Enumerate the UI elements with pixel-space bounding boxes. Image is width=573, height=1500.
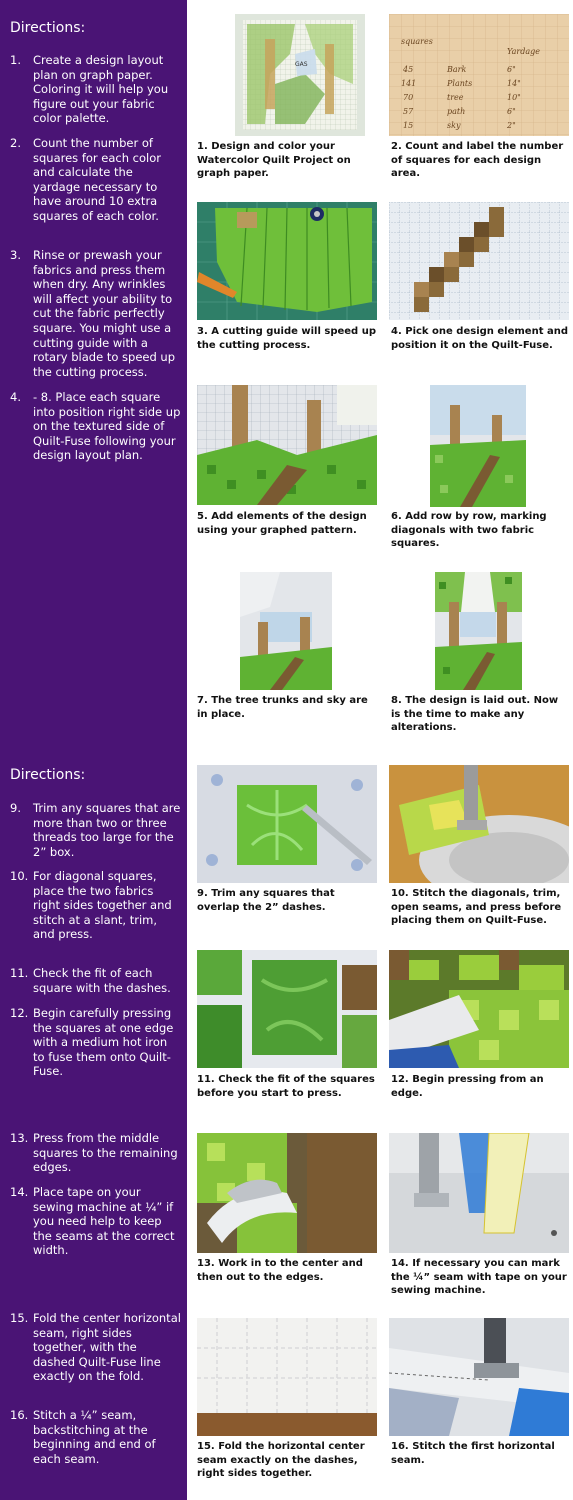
caption-10: 10. Stitch the diagonals, trim, open seams, and press before placing them on Quilt-Fuse. xyxy=(391,888,562,926)
caption-4: 4. Pick one design element and position it on the Quilt-Fuse. xyxy=(391,326,568,351)
caption-12: 12. Begin pressing from an edge. xyxy=(391,1074,544,1099)
step-text: Create a design layout plan on graph paper. Coloring it will help you figure out your fabric color palette. xyxy=(33,53,169,126)
photo-first-design-element xyxy=(389,202,569,320)
photo-stitch-diagonals xyxy=(389,765,569,883)
step-text: Trim any squares that are more than two or three threads too large for the 2” box. xyxy=(33,801,181,859)
step-number: 12. xyxy=(10,1006,29,1020)
step-text: Press from the middle squares to the remaining edges. xyxy=(33,1131,178,1175)
caption-1: 1. Design and color your Watercolor Quilt Project on graph paper. xyxy=(197,141,351,179)
yardage-name: sky xyxy=(447,121,461,130)
caption-3: 3. A cutting guide will speed up the cutting process. xyxy=(197,326,376,351)
yardage-name: path xyxy=(447,107,466,116)
direction-step-1 xyxy=(10,53,182,126)
caption-8: 8. The design is laid out. Now is the time to make any alterations. xyxy=(391,695,559,733)
directions-heading-2: Directions: xyxy=(10,767,86,783)
yardage-yards: 10" xyxy=(507,93,521,102)
yardage-count: 141 xyxy=(401,79,417,88)
direction-step-14 xyxy=(10,1185,182,1258)
directions-sidebar xyxy=(0,0,187,1500)
step-text: Stitch a ¼” seam, backstitching at the beginning and end of each seam. xyxy=(33,1408,156,1466)
step-text: Rinse or prewash your fabrics and press them when dry. Any wrinkles will affect your ability to cut the fabric perfectly square. You might use a cutting guide with a rotary blade to speed up the cutting process. xyxy=(33,248,176,379)
yardage-count: 45 xyxy=(403,65,414,74)
step-text: Place tape on your sewing machine at ¼” if you need help to keep the seams at the correct width. xyxy=(33,1185,175,1258)
step-text: Check the fit of each square with the dashes. xyxy=(33,966,171,995)
step-number: 3. xyxy=(10,248,21,262)
caption-5: 5. Add elements of the design using your graphed pattern. xyxy=(197,511,367,536)
step-text: Begin carefully pressing the squares at one edge with a medium hot iron to fuse them onto Quilt-Fuse. xyxy=(33,1006,174,1079)
photo-yardage-chart xyxy=(389,14,569,136)
step-text: For diagonal squares, place the two fabrics right sides together and stitch at a slant, trim, and press. xyxy=(33,869,172,942)
direction-step-11 xyxy=(10,966,182,995)
direction-step-9 xyxy=(10,801,182,859)
step-number: 15. xyxy=(10,1311,29,1325)
step-number: 9. xyxy=(10,801,21,815)
step-text: Fold the center horizontal seam, right sides together, with the dashed Quilt-Fuse line exactly on the fold. xyxy=(33,1311,181,1384)
direction-step-3 xyxy=(10,248,182,379)
photo-partial-layout xyxy=(197,385,377,505)
caption-11: 11. Check the fit of the squares before you start to press. xyxy=(197,1074,375,1099)
photo-full-layout xyxy=(435,572,522,690)
photo-work-to-center xyxy=(197,1133,377,1253)
photo-gallery xyxy=(187,0,573,1500)
photo-check-fit xyxy=(197,950,377,1068)
caption-14: 14. If necessary you can mark the ¼” seam with tape on your sewing machine. xyxy=(391,1258,567,1296)
photo-cutting-strips xyxy=(197,202,377,320)
photo-graph-paper-design xyxy=(235,14,365,136)
photo-trim-squares xyxy=(197,765,377,883)
step-number: 16. xyxy=(10,1408,29,1422)
step-number: 14. xyxy=(10,1185,29,1199)
yardage-count: 70 xyxy=(403,93,414,102)
direction-step-13 xyxy=(10,1131,182,1175)
step-number: 11. xyxy=(10,966,29,980)
step-number: 1. xyxy=(10,53,21,67)
step-text: Count the number of squares for each color and calculate the yardage necessary to have around 10 extra squares of each color. xyxy=(33,136,161,223)
direction-step-16 xyxy=(10,1408,182,1466)
photo-fold-center-seam xyxy=(197,1318,377,1436)
step-number: 2. xyxy=(10,136,21,150)
yardage-count: 57 xyxy=(403,107,414,116)
caption-6: 6. Add row by row, marking diagonals with two fabric squares. xyxy=(391,511,547,549)
photo-mark-seam-tape xyxy=(389,1133,569,1253)
caption-9: 9. Trim any squares that overlap the 2” dashes. xyxy=(197,888,335,913)
graph-paper-label: GAS xyxy=(295,61,308,68)
yardage-name: Plants xyxy=(447,79,473,88)
photo-row-by-row xyxy=(430,385,526,507)
yardage-yards: 6" xyxy=(507,107,516,116)
caption-7: 7. The tree trunks and sky are in place. xyxy=(197,695,368,720)
caption-16: 16. Stitch the first horizontal seam. xyxy=(391,1441,555,1466)
caption-13: 13. Work in to the center and then out to the edges. xyxy=(197,1258,363,1283)
yardage-header-squares: squares xyxy=(401,37,433,46)
yardage-name: tree xyxy=(447,93,464,102)
step-number: 13. xyxy=(10,1131,29,1145)
direction-step-4 xyxy=(10,390,182,463)
caption-15: 15. Fold the horizontal center seam exactly on the dashes, right sides together. xyxy=(197,1441,365,1479)
yardage-yards: 2" xyxy=(507,121,516,130)
direction-step-15 xyxy=(10,1311,182,1384)
yardage-count: 15 xyxy=(403,121,414,130)
yardage-header-yardage: Yardage xyxy=(507,47,540,56)
direction-step-10 xyxy=(10,869,182,942)
step-number: 10. xyxy=(10,869,29,883)
yardage-name: Bark xyxy=(447,65,467,74)
photo-stitch-first-seam xyxy=(389,1318,569,1436)
directions-heading-1: Directions: xyxy=(10,20,86,36)
yardage-yards: 14" xyxy=(507,79,521,88)
step-text: - 8. Place each square into position right side up on the textured side of Quilt-Fuse following your design layout plan. xyxy=(33,390,181,463)
step-number: 4. xyxy=(10,390,21,404)
yardage-yards: 6" xyxy=(507,65,516,74)
photo-trunks-and-sky xyxy=(240,572,332,690)
direction-step-2 xyxy=(10,136,182,224)
direction-step-12 xyxy=(10,1006,182,1079)
caption-2: 2. Count and label the number of squares for each design area. xyxy=(391,141,564,179)
photo-pressing-edge xyxy=(389,950,569,1068)
